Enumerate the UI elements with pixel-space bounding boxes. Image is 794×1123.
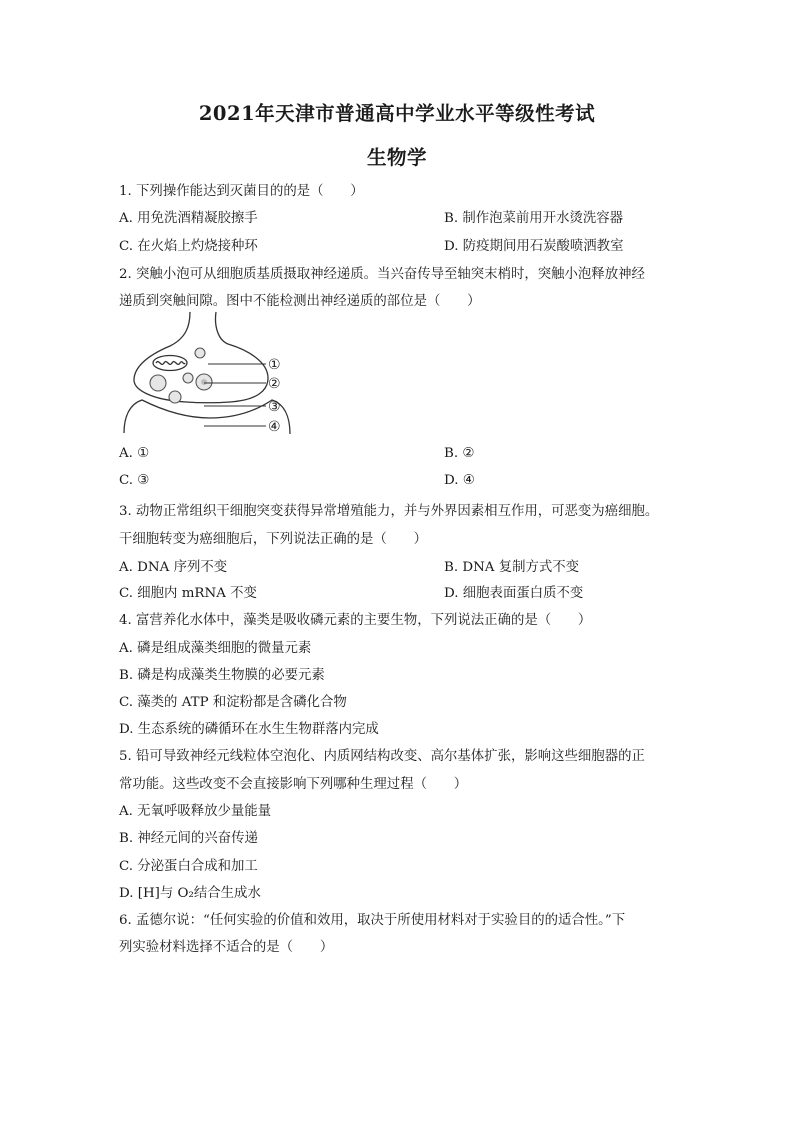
- q3-option-a: A. DNA 序列不变: [119, 560, 228, 575]
- q1-option-d: D. 防疫期间用石炭酸喷洒教室: [444, 239, 624, 254]
- q1-option-b: B. 制作泡菜前用开水烫洗容器: [444, 211, 624, 226]
- label-3: ③: [268, 399, 281, 415]
- q4-option-d: D. 生态系统的磷循环在水生生物群落内完成: [119, 722, 379, 737]
- exam-subject: 生物学: [366, 146, 427, 169]
- q3-option-c: C. 细胞内 mRNA 不变: [119, 586, 257, 601]
- q3-option-b: B. DNA 复制方式不变: [444, 560, 580, 575]
- q6-stem-line1: 6. 孟德尔说：“任何实验的价值和效用，取决于所使用材料对于实验目的的适合性。”下: [119, 913, 626, 928]
- q3-stem-line2: 干细胞转变为癌细胞后，下列说法正确的是（ ）: [119, 532, 427, 547]
- q1-option-c: C. 在火焰上灼烧接种环: [119, 239, 258, 254]
- synapse-diagram: [118, 308, 296, 440]
- vesicle: [195, 348, 205, 358]
- q2-stem-line2: 递质到突触间隙。图中不能检测出神经递质的部位是（ ）: [119, 294, 481, 309]
- q5-option-c: C. 分泌蛋白合成和加工: [119, 859, 258, 874]
- vesicle: [183, 373, 193, 383]
- q4-stem: 4. 富营养化水体中，藻类是吸收磷元素的主要生物，下列说法正确的是（ ）: [119, 613, 592, 628]
- label-2: ②: [268, 376, 281, 392]
- q6-stem-line2: 列实验材料选择不适合的是（ ）: [119, 940, 334, 955]
- q4-option-a: A. 磷是组成藻类细胞的微量元素: [119, 641, 312, 656]
- q1-stem: 1. 下列操作能达到灭菌目的的是（ ）: [119, 184, 364, 199]
- q2-option-b: B. ②: [444, 446, 475, 461]
- q3-option-d: D. 细胞表面蛋白质不变: [444, 586, 584, 601]
- q2-option-d: D. ④: [444, 473, 475, 488]
- mitochondrion: [153, 356, 187, 371]
- q5-stem-line2: 常功能。这些改变不会直接影响下列哪种生理过程（ ）: [119, 777, 468, 792]
- q2-stem-line1: 2. 突触小泡可从细胞质基质摄取神经递质。当兴奋传导至轴突末梢时，突触小泡释放神经: [119, 267, 645, 282]
- label-1: ①: [268, 357, 281, 373]
- q4-option-b: B. 磷是构成藻类生物膜的必要元素: [119, 668, 325, 683]
- q5-option-b: B. 神经元间的兴奋传递: [119, 831, 258, 846]
- q3-stem-line1: 3. 动物正常组织干细胞突变获得异常增殖能力，并与外界因素相互作用，可恶变为癌细胞。: [119, 504, 659, 519]
- q5-stem-line1: 5. 铅可导致神经元线粒体空泡化、内质网结构改变、高尔基体扩张，影响这些细胞器的正: [119, 749, 645, 764]
- postsynaptic-membrane: [124, 400, 290, 434]
- q2-option-a: A. ①: [119, 446, 150, 461]
- q4-option-c: C. 藻类的 ATP 和淀粉都是含磷化合物: [119, 695, 347, 710]
- exam-title: 2021年天津市普通高中学业水平等级性考试: [198, 102, 596, 125]
- q5-option-d: D. [H]与 O₂结合生成水: [119, 886, 261, 901]
- q2-option-c: C. ③: [119, 473, 150, 488]
- q5-option-a: A. 无氧呼吸释放少量能量: [119, 804, 272, 819]
- q1-option-a: A. 用免洗酒精凝胶擦手: [119, 211, 258, 226]
- label-4: ④: [268, 419, 281, 435]
- vesicle: [169, 391, 181, 403]
- vesicle: [150, 375, 166, 391]
